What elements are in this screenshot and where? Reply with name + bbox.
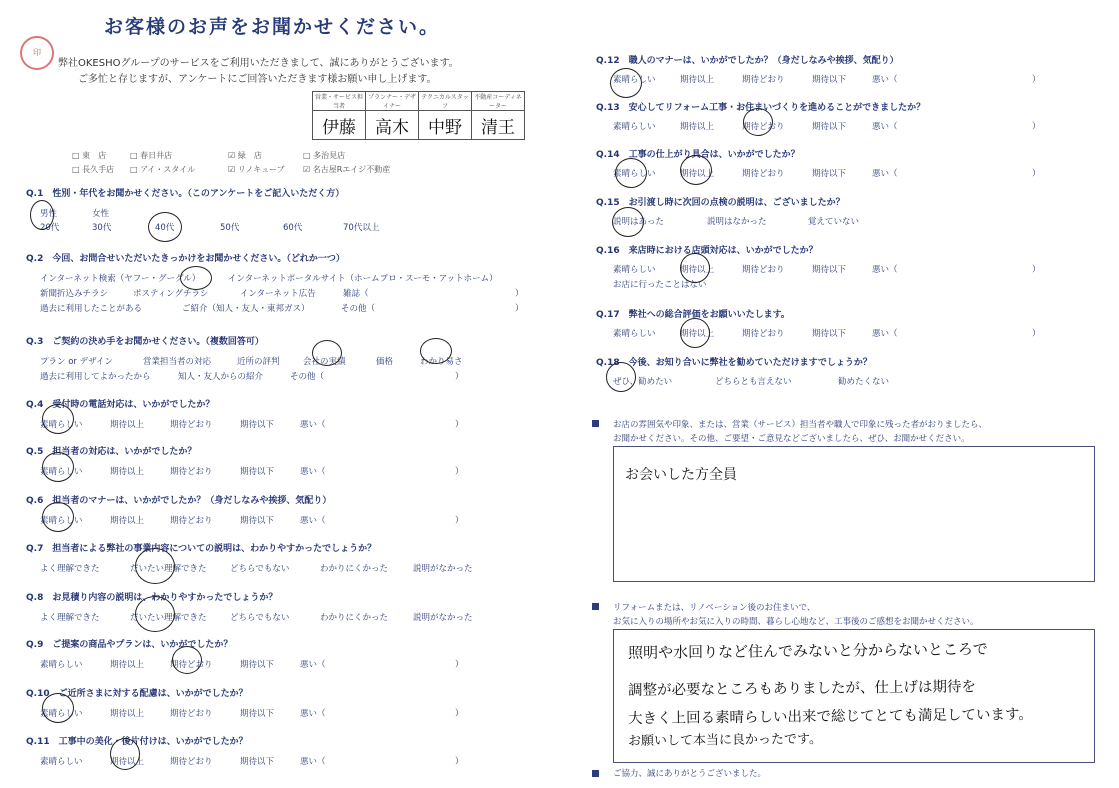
answer-option[interactable]: 期待以上 bbox=[110, 757, 145, 767]
answer-option[interactable]: 期待どおり bbox=[742, 122, 785, 132]
answer-circle bbox=[180, 266, 212, 290]
answer-option[interactable]: 期待どおり bbox=[742, 169, 785, 179]
answer-option[interactable]: インターネット広告 bbox=[240, 289, 316, 299]
answer-option[interactable]: 覚えていない bbox=[808, 217, 860, 227]
answer-option[interactable]: ） bbox=[515, 289, 524, 299]
answer-option[interactable]: 期待どおり bbox=[170, 660, 213, 670]
answer-option[interactable]: 期待以下 bbox=[812, 169, 847, 179]
answer-option[interactable]: 悪い（ bbox=[300, 660, 326, 670]
question-highlight bbox=[36, 197, 369, 202]
answer-circle bbox=[612, 207, 644, 237]
answer-option[interactable]: その他（ bbox=[290, 372, 325, 382]
staff-name: 伊藤 bbox=[313, 111, 366, 140]
answer-option[interactable]: わかり易さ bbox=[420, 357, 463, 367]
answer-option[interactable]: 期待どおり bbox=[170, 467, 213, 477]
answer-option[interactable]: 期待以上 bbox=[110, 516, 145, 526]
answer-circle bbox=[135, 596, 175, 632]
answer-option[interactable]: 期待以下 bbox=[812, 75, 847, 85]
answer-option[interactable]: わかりにくかった bbox=[320, 564, 389, 574]
answer-option[interactable]: ） bbox=[1032, 329, 1041, 339]
answer-option[interactable]: 悪い（ bbox=[872, 329, 898, 339]
answer-option[interactable]: 期待以上 bbox=[110, 660, 145, 670]
answer-option[interactable]: 期待以下 bbox=[240, 757, 275, 767]
store-option[interactable]: □ アイ・スタイル bbox=[130, 165, 196, 174]
staff-role: 営業・サービス担当者 bbox=[313, 92, 366, 111]
answer-option[interactable]: どちらでもない bbox=[230, 564, 290, 574]
question: Q.6 担当者のマナーは、いかがでしたか？（身だしなみや挨拶、気配り） bbox=[26, 493, 331, 506]
answer-option[interactable]: 素晴らしい bbox=[613, 75, 656, 85]
store-option[interactable]: □ 長久手店 bbox=[72, 165, 115, 174]
answer-circle bbox=[148, 212, 182, 242]
answer-option[interactable]: 期待以上 bbox=[680, 169, 715, 179]
answer-option[interactable]: 悪い（ bbox=[872, 265, 898, 275]
answer-option[interactable]: 素晴らしい bbox=[40, 709, 83, 719]
answer-option[interactable]: 素晴らしい bbox=[40, 516, 83, 526]
answer-option[interactable]: 女性 bbox=[92, 209, 110, 219]
answer-option[interactable]: 期待以上 bbox=[680, 75, 715, 85]
answer-circle bbox=[680, 253, 710, 283]
answer-option[interactable]: お店に行ったことはない bbox=[613, 280, 707, 290]
answer-option[interactable]: ぜひ、勧めたい bbox=[613, 377, 673, 387]
question-highlight bbox=[36, 648, 252, 653]
company-seal: 印 bbox=[20, 36, 54, 70]
answer-option[interactable]: インターネットポータルサイト（ホームプロ・スーモ・アットホーム） bbox=[228, 274, 498, 284]
answer-option[interactable]: ） bbox=[455, 660, 464, 670]
answer-option[interactable]: 説明はあった bbox=[613, 217, 664, 227]
question: Q.10 ご近所さまに対する配慮は、いかがでしたか？ bbox=[26, 686, 248, 699]
answer-option[interactable]: 60代 bbox=[283, 223, 303, 233]
handwritten-answer: 調整が必要なところもありましたが、仕上げは期待を bbox=[627, 679, 977, 699]
answer-option[interactable]: ） bbox=[455, 467, 464, 477]
question-highlight bbox=[606, 366, 894, 371]
page-title: お客様のお声をお聞かせください。 bbox=[104, 16, 441, 38]
question-highlight bbox=[606, 318, 813, 323]
section-marker bbox=[592, 603, 599, 610]
answer-option[interactable]: 期待どおり bbox=[742, 329, 785, 339]
question: Q.7 担当者による弊社の事業内容についての説明は、わかりやすかったでしょうか？ bbox=[26, 541, 376, 554]
answer-option[interactable]: 期待以下 bbox=[240, 420, 275, 430]
question-highlight bbox=[606, 254, 840, 259]
question-highlight bbox=[36, 745, 270, 750]
answer-option[interactable]: 男性 bbox=[40, 209, 58, 219]
question: Q.11 工事中の美化・後片付けは、いかがでしたか？ bbox=[26, 734, 248, 747]
section-prompt: お店の雰囲気や印象、または、営業（サービス）担当者や職人で印象に残った者がおりましたら、 bbox=[613, 420, 988, 430]
store-option[interactable]: □ 多治見店 bbox=[303, 151, 346, 160]
answer-option[interactable]: ） bbox=[1032, 265, 1041, 275]
question: Q.16 来店時における店頭対応は、いかがでしたか？ bbox=[596, 243, 818, 256]
answer-option[interactable]: よく理解できた bbox=[40, 564, 100, 574]
answer-option[interactable]: 過去に利用してよかったから bbox=[40, 372, 151, 382]
footer-note: ご協力、誠にありがとうございました。 bbox=[613, 769, 767, 779]
answer-option[interactable]: 素晴らしい bbox=[613, 169, 656, 179]
store-option[interactable]: □ 春日井店 bbox=[130, 151, 173, 160]
answer-option[interactable]: 30代 bbox=[92, 223, 112, 233]
answer-option[interactable]: 素晴らしい bbox=[613, 265, 656, 275]
answer-circle bbox=[172, 646, 202, 674]
question-highlight bbox=[606, 206, 867, 211]
answer-option[interactable]: どちらとも言えない bbox=[715, 377, 792, 387]
answer-option[interactable]: 悪い（ bbox=[300, 420, 326, 430]
answer-option[interactable]: 期待どおり bbox=[170, 709, 213, 719]
store-option[interactable]: ☑ 名古屋Rエイジ不動産 bbox=[303, 165, 391, 174]
question: Q.9 ご提案の商品やプランは、いかがでしたか？ bbox=[26, 637, 232, 650]
staff-role: 不動産コーディネーター bbox=[472, 92, 525, 111]
answer-option[interactable]: インターネット検索（ヤフー・グーグル） bbox=[40, 274, 201, 284]
answer-option[interactable]: ポスティングチラシ bbox=[133, 289, 209, 299]
answer-option[interactable]: 期待以下 bbox=[812, 329, 847, 339]
answer-option[interactable]: 勧めたくない bbox=[838, 377, 890, 387]
question: Q.15 お引渡し時に次回の点検の説明は、ございましたか？ bbox=[596, 195, 845, 208]
answer-option[interactable]: 説明がなかった bbox=[413, 613, 473, 623]
answer-option[interactable]: 説明がなかった bbox=[413, 564, 473, 574]
answer-circle bbox=[420, 338, 452, 364]
answer-option[interactable]: 素晴らしい bbox=[613, 122, 656, 132]
answer-option[interactable]: ご紹介（知人・友人・東邦ガス） bbox=[182, 304, 310, 314]
answer-option[interactable]: 期待どおり bbox=[742, 265, 785, 275]
answer-option[interactable]: 悪い（ bbox=[300, 516, 326, 526]
answer-option[interactable]: ） bbox=[1032, 75, 1041, 85]
answer-option[interactable]: 期待以上 bbox=[110, 467, 145, 477]
answer-option[interactable]: 素晴らしい bbox=[40, 757, 83, 767]
answer-option[interactable]: その他（ bbox=[341, 304, 376, 314]
answer-option[interactable]: 悪い（ bbox=[300, 709, 326, 719]
staff-name: 中野 bbox=[419, 111, 472, 140]
answer-circle bbox=[312, 340, 342, 366]
answer-circle bbox=[135, 548, 175, 584]
answer-option[interactable]: 悪い（ bbox=[872, 75, 898, 85]
section-prompt: リフォームまたは、リノベーション後のお住まいで、 bbox=[613, 603, 816, 613]
store-option[interactable]: □ 東 店 bbox=[72, 151, 107, 160]
answer-option[interactable]: 期待以下 bbox=[240, 467, 275, 477]
answer-option[interactable]: 20代 bbox=[40, 223, 60, 233]
answer-option[interactable]: 期待以下 bbox=[812, 122, 847, 132]
answer-option[interactable]: ） bbox=[455, 516, 464, 526]
answer-option[interactable]: 50代 bbox=[220, 223, 240, 233]
answer-option[interactable]: 雑誌（ bbox=[343, 289, 369, 299]
answer-option[interactable]: 期待以上 bbox=[680, 265, 715, 275]
answer-option[interactable]: 素晴らしい bbox=[613, 329, 656, 339]
question-highlight bbox=[36, 552, 396, 557]
question: Q.4 受付時の電話対応は、いかがでしたか？ bbox=[26, 397, 214, 410]
answer-option[interactable]: ） bbox=[455, 420, 464, 430]
answer-option[interactable]: 悪い（ bbox=[872, 122, 898, 132]
answer-option[interactable]: ） bbox=[1032, 122, 1041, 132]
answer-option[interactable]: 期待以下 bbox=[240, 516, 275, 526]
answer-circle bbox=[42, 693, 74, 723]
question: Q.2 今回、お問合せいただいたきっかけをお聞かせください。（どれか一つ） bbox=[26, 251, 345, 264]
intro-line: ご多忙と存じますが、アンケートにご回答いただきます様お願い申し上げます。 bbox=[78, 74, 437, 85]
answer-option[interactable]: 期待以上 bbox=[110, 420, 145, 430]
answer-option[interactable]: 悪い（ bbox=[300, 757, 326, 767]
answer-circle bbox=[42, 502, 74, 532]
answer-option[interactable]: 70代以上 bbox=[343, 223, 380, 233]
intro-line: 弊社OKESHOグループのサービスをご利用いただきまして、誠にありがとうございます。 bbox=[58, 58, 459, 69]
answer-circle bbox=[42, 452, 74, 482]
answer-option[interactable]: 近所の評判 bbox=[237, 357, 280, 367]
answer-option[interactable]: だいたい理解できた bbox=[130, 613, 207, 623]
answer-option[interactable]: 悪い（ bbox=[300, 467, 326, 477]
answer-option[interactable]: 期待以上 bbox=[110, 709, 145, 719]
handwritten-answer: 照明や水回りなど住んでみないと分からないところで bbox=[627, 640, 988, 662]
handwritten-answer: お願いして本当に良かったです。 bbox=[627, 731, 823, 750]
answer-option[interactable]: 期待以下 bbox=[240, 709, 275, 719]
store-option[interactable]: ☑ リノキューブ bbox=[228, 165, 285, 174]
answer-option[interactable]: ） bbox=[515, 304, 524, 314]
section-prompt: お聞かせください。その他、ご要望・ご意見などございましたら、ぜひ、お聞かせください。 bbox=[613, 434, 970, 444]
staff-name: 清王 bbox=[472, 111, 525, 140]
answer-option[interactable]: 価格 bbox=[376, 357, 394, 367]
answer-option[interactable]: ） bbox=[455, 709, 464, 719]
answer-circle bbox=[680, 318, 710, 348]
question: Q.1 性別・年代をお聞かせください。（このアンケートをご記入いただく方） bbox=[26, 186, 344, 199]
answer-circle bbox=[606, 362, 636, 392]
section-marker bbox=[592, 420, 599, 427]
answer-circle bbox=[610, 68, 642, 98]
answer-circle bbox=[743, 108, 773, 136]
answer-circle bbox=[42, 404, 74, 434]
answer-option[interactable]: どちらでもない bbox=[230, 613, 290, 623]
answer-option[interactable]: 期待以下 bbox=[240, 660, 275, 670]
question: Q.17 弊社への総合評価をお願いいたします。 bbox=[596, 307, 790, 320]
answer-option[interactable]: プラン or デザイン bbox=[40, 357, 114, 367]
answer-option[interactable]: 説明はなかった bbox=[707, 217, 767, 227]
answer-option[interactable]: よく理解できた bbox=[40, 613, 100, 623]
question-highlight bbox=[36, 345, 288, 350]
answer-option[interactable]: 期待以下 bbox=[812, 265, 847, 275]
answer-option[interactable]: 期待どおり bbox=[170, 516, 213, 526]
answer-option[interactable]: 新聞折込みチラシ bbox=[40, 289, 109, 299]
answer-option[interactable]: ） bbox=[455, 757, 464, 767]
handwritten-answer: お会いした方全員 bbox=[625, 467, 737, 483]
question: Q.13 安心してリフォーム工事・お住まいづくりを進めることができましたか？ bbox=[596, 100, 925, 113]
staff-name: 高木 bbox=[366, 111, 419, 140]
answer-option[interactable]: 営業担当者の対応 bbox=[143, 357, 212, 367]
section-marker bbox=[592, 770, 599, 777]
answer-option[interactable]: 素晴らしい bbox=[40, 660, 83, 670]
question: Q.3 ご契約の決め手をお聞かせください。（複数回答可） bbox=[26, 334, 264, 347]
staff-table bbox=[312, 91, 525, 140]
answer-option[interactable]: 40代 bbox=[155, 223, 175, 233]
question: Q.14 工事の仕上がり具合は、いかがでしたか？ bbox=[596, 147, 800, 160]
staff-role: テクニカルスタッフ bbox=[419, 92, 472, 111]
question-highlight bbox=[36, 504, 351, 509]
answer-option[interactable]: 会社の実績 bbox=[303, 357, 346, 367]
question-highlight bbox=[606, 64, 906, 69]
question: Q.5 担当者の対応は、いかがでしたか？ bbox=[26, 444, 196, 457]
question: Q.8 お見積り内容の説明は、わかりやすかったでしょうか？ bbox=[26, 590, 277, 603]
answer-option[interactable]: ） bbox=[1032, 169, 1041, 179]
answer-option[interactable]: 期待どおり bbox=[170, 757, 213, 767]
answer-option[interactable]: 期待以上 bbox=[680, 122, 715, 132]
handwritten-answer: 大きく上回る素晴らしい出来で総じてとても満足しています。 bbox=[627, 706, 1033, 728]
staff-role: プランナー・デザイナー bbox=[366, 92, 419, 111]
answer-circle bbox=[110, 738, 140, 770]
answer-option[interactable]: 過去に利用したことがある bbox=[40, 304, 143, 314]
answer-option[interactable]: 知人・友人からの紹介 bbox=[178, 372, 264, 382]
answer-option[interactable]: 悪い（ bbox=[872, 169, 898, 179]
section-prompt: お気に入りの場所やお気に入りの時間、暮らし心地など、工事後のご感想をお聞かせください。 bbox=[613, 617, 979, 627]
question: Q.18 今後、お知り合いに弊社を勧めていただけますでしょうか？ bbox=[596, 355, 872, 368]
answer-option[interactable]: 期待以上 bbox=[680, 329, 715, 339]
answer-option[interactable]: だいたい理解できた bbox=[130, 564, 207, 574]
answer-option[interactable]: 期待どおり bbox=[742, 75, 785, 85]
answer-option[interactable]: ） bbox=[455, 372, 464, 382]
answer-option[interactable]: 素晴らしい bbox=[40, 420, 83, 430]
answer-circle bbox=[615, 158, 647, 188]
question: Q.12 職人のマナーは、いかがでしたか？（身だしなみや挨拶、気配り） bbox=[596, 53, 899, 66]
answer-option[interactable]: 素晴らしい bbox=[40, 467, 83, 477]
answer-circle bbox=[680, 155, 715, 185]
store-option[interactable]: ☑ 緑 店 bbox=[228, 151, 262, 160]
answer-option[interactable]: 期待どおり bbox=[170, 420, 213, 430]
answer-circle bbox=[30, 200, 54, 230]
answer-option[interactable]: わかりにくかった bbox=[320, 613, 389, 623]
